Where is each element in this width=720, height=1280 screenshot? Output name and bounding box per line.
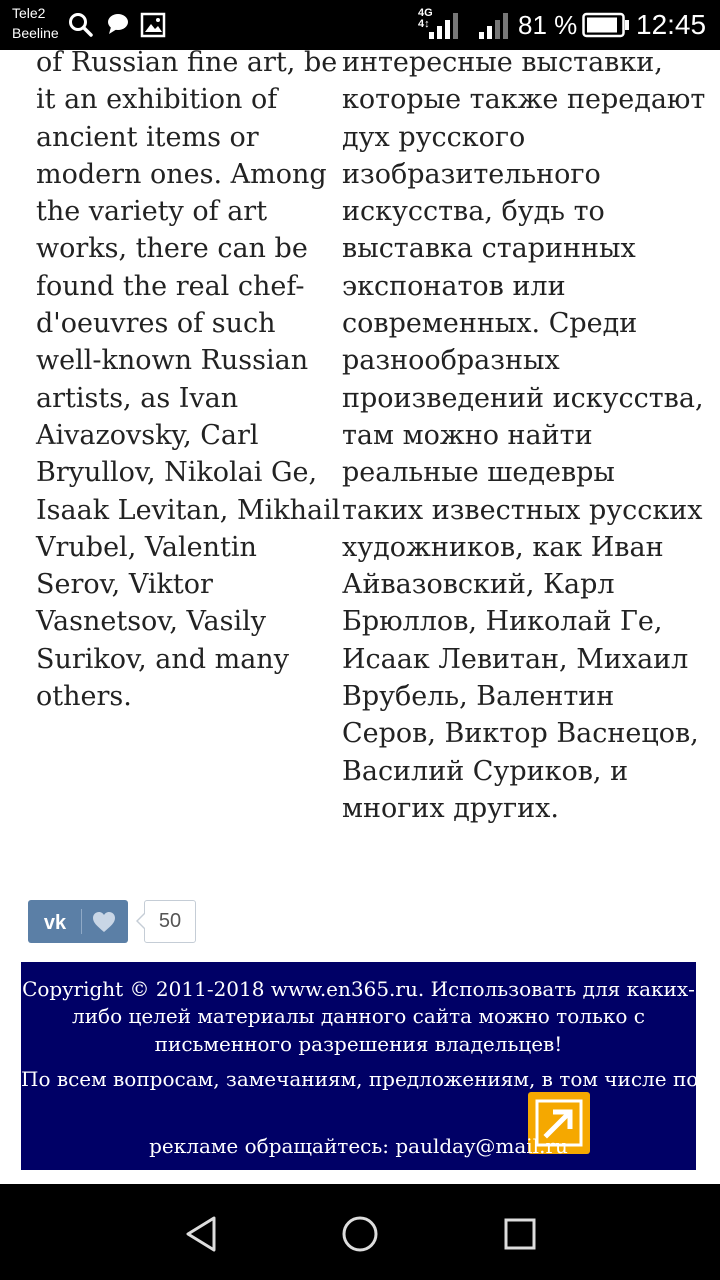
vk-icon [38, 910, 72, 934]
copyright-text: Copyright © 2011-2018 www.en365.ru. Использовать для каких- [22, 977, 695, 1001]
text-line: Серов, Виктор Васнецов, [342, 718, 699, 750]
battery-icon [582, 12, 630, 38]
text-line: found the real chef- [36, 270, 305, 302]
clock: 12:45 [636, 9, 707, 40]
heart-icon [92, 911, 116, 933]
text-line: Vasnetsov, Vasily [36, 606, 267, 638]
text-line: Исаак Левитан, Михаил [342, 643, 689, 675]
signal-icon [428, 12, 462, 40]
text-line: таких известных русских [342, 494, 703, 526]
footer [21, 962, 699, 1170]
text-line: it an exhibition of [36, 84, 278, 116]
text-line: Serov, Viktor [36, 569, 213, 601]
navigation-bar [0, 1184, 720, 1280]
text-line: которые также передают [342, 84, 706, 116]
search-icon [68, 12, 94, 38]
divider [81, 909, 82, 934]
carrier-info [12, 3, 59, 43]
copyright-text: письменного разрешения владельцев! [154, 1032, 563, 1056]
text-line: ancient items or [36, 121, 259, 153]
signal-icon-2 [478, 12, 512, 40]
text-line: artists, as Ivan [36, 382, 239, 414]
like-count[interactable]: 50 [144, 900, 196, 943]
text-line: изобразительного [342, 158, 601, 190]
carrier-2: Beeline [12, 25, 59, 41]
text-line: Vrubel, Valentin [36, 531, 257, 563]
text-line: экспонатов или [342, 270, 566, 302]
text-line: the variety of art [36, 196, 268, 228]
text-line: искусства, будь то [342, 196, 605, 228]
battery-percent: 81 % [518, 10, 578, 40]
text-line: modern ones. Among [36, 158, 327, 190]
network-sub-label: 4↕ [418, 18, 430, 30]
status-bar [0, 0, 720, 50]
text-line: дух русского [342, 121, 526, 153]
home-icon[interactable] [338, 1212, 382, 1256]
text-line: d'oeuvres of such [36, 308, 276, 340]
text-line: Врубель, Валентин [342, 681, 615, 713]
russian-text-column [342, 44, 707, 827]
text-line: реальные шедевры [342, 457, 615, 489]
text-line: художников, как Иван [342, 531, 664, 563]
contact-text: По всем вопросам, замечаниям, предложениям, в том числе по [21, 1067, 699, 1091]
text-line: произведений искусства, [342, 382, 704, 414]
text-line: Isaak Levitan, Mikhail [36, 494, 341, 526]
gallery-icon [140, 12, 166, 38]
text-line: Айвазовский, Карл [342, 569, 615, 601]
text-line: Bryullov, Nikolai Ge, [36, 457, 318, 489]
text-line: там можно найти [342, 419, 593, 451]
text-line: выставка старинных [342, 233, 636, 265]
text-line: well-known Russian [36, 345, 309, 377]
count-arrow-fill [138, 913, 146, 929]
contact-email-text: рекламе обращайтесь: paulday@mail.ru [149, 1134, 568, 1158]
english-text-column [36, 44, 341, 715]
svg-text:vk: vk [43, 912, 67, 934]
text-line: разнообразных [342, 345, 560, 377]
recent-apps-icon[interactable] [498, 1212, 542, 1256]
carrier-1: Tele2 [12, 5, 46, 21]
text-line: Василий Суриков, и [342, 755, 629, 787]
text-line: others. [36, 681, 132, 713]
back-icon[interactable] [180, 1212, 224, 1256]
chat-icon [106, 12, 130, 36]
text-line: Surikov, and many [36, 643, 289, 675]
text-line: многих других. [342, 792, 559, 824]
text-line: works, there can be [36, 233, 308, 265]
network-type-label: 4G [418, 7, 433, 19]
text-line: Брюллов, Николай Ге, [342, 606, 663, 638]
text-line: Aivazovsky, Carl [36, 419, 259, 451]
text-line: интересные выставки, [342, 47, 663, 78]
copyright-text: либо целей материалы данного сайта можно только с [72, 1004, 645, 1028]
vk-like-button[interactable] [28, 900, 128, 943]
text-line: of Russian fine art, be [36, 47, 338, 78]
text-line: современных. Среди [342, 308, 638, 340]
